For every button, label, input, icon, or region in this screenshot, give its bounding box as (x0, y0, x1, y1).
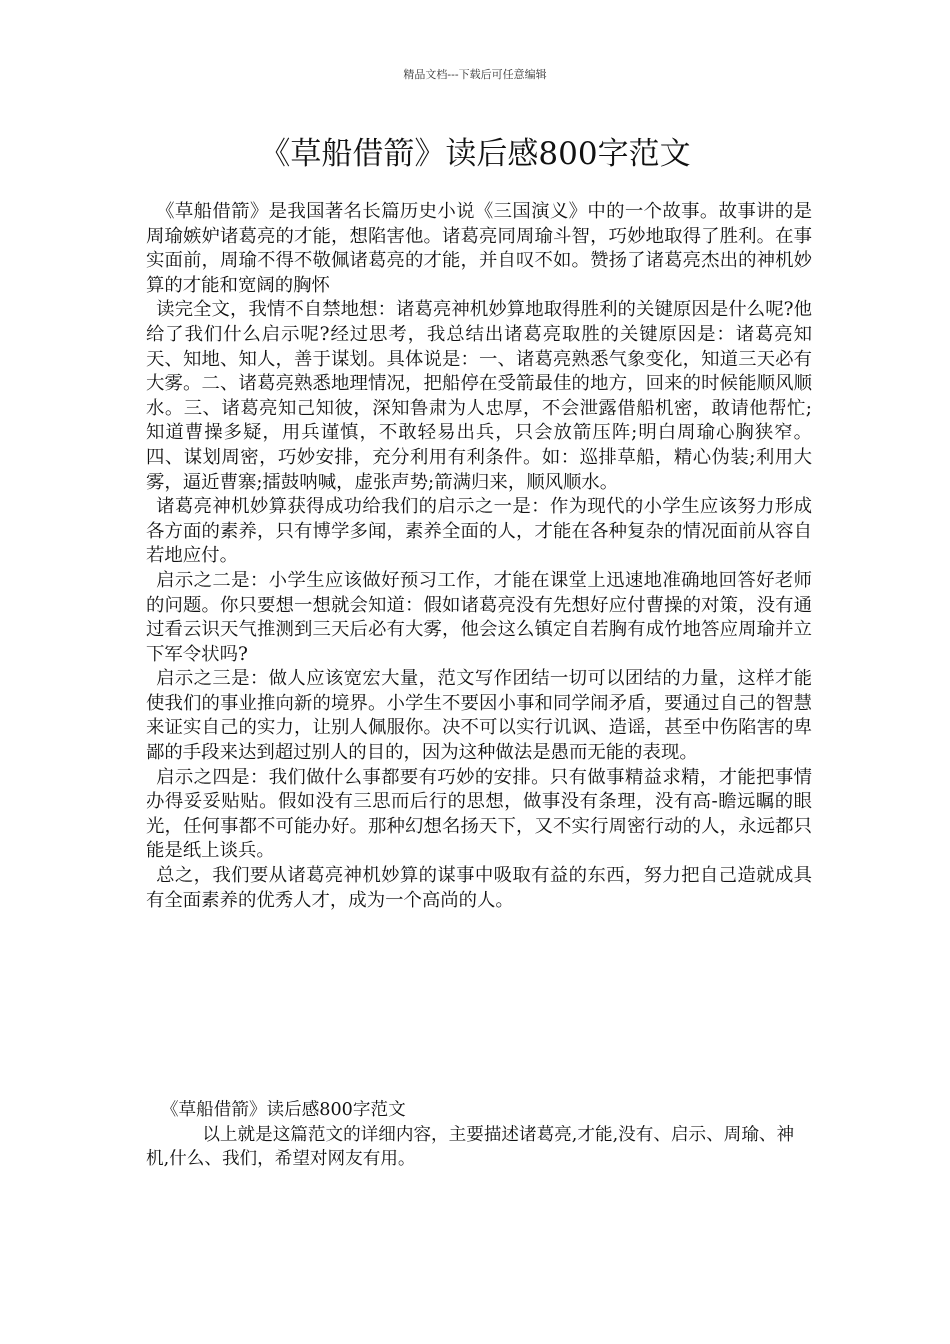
article-body (146, 200, 812, 913)
document-title: 《草船借箭》读后感800字范文 (259, 136, 691, 172)
paragraph-lesson-two: 启示之二是：小学生应该做好预习工作，才能在课堂上迅速地准确地回答好老师的问题。你只要想一想就会知道：假如诸葛亮没有先想好应付曹操的对策，没有通过看云识天气推测到三天后必有大雾，他会这么镇定自若胸有成竹地答应周瑜并立下军令状吗? (146, 569, 812, 665)
footer-section (146, 1098, 812, 1172)
paragraph-lesson-three: 启示之三是：做人应该宽宏大量，范文写作团结一切可以团结的力量，这样才能使我们的事业推向新的境界。小学生不要因小事和同学闹矛盾，要通过自己的智慧来证实自己的实力，让别人佩服你。决不可以实行讥讽、造谣，甚至中伤陷害的卑鄙的手段来达到超过别人的目的，因为这种做法是愚而无能的表现。 (146, 668, 812, 764)
page-header-note: 精品文档---下载后可任意编辑 (403, 68, 547, 81)
paragraph-lesson-four: 启示之四是：我们做什么事都要有巧妙的安排。只有做事精益求精，才能把事情办得妥妥贴贴。假如没有三思而后行的思想，做事没有条理，没有高-瞻远瞩的眼光，任何事都不可能办好。那种幻想名扬天下，又不实行周密行动的人，永远都只能是纸上谈兵。 (146, 766, 812, 862)
paragraph-analysis: 读完全文，我情不自禁地想：诸葛亮神机妙算地取得胜利的关键原因是什么呢?他给了我们什么启示呢?经过思考，我总结出诸葛亮取胜的关键原因是：诸葛亮知天、知地、知人，善于谋划。具体说是：一、诸葛亮熟悉气象变化，知道三天必有大雾。二、诸葛亮熟悉地理情况，把船停在受箭最佳的地方，回来的时候能顺风顺水。三、诸葛亮知己知彼，深知鲁肃为人忠厚，不会泄露借船机密，敢请他帮忙;知道曹操多疑，用兵谨慎，不敢轻易出兵，只会放箭压阵;明白周瑜心胸狭窄。四、谋划周密，巧妙安排，充分利用有利条件。如：巡排草船，精心伪装;利用大雾，逼近曹寨;擂鼓呐喊，虚张声势;箭满归来，顺风顺水。 (146, 299, 812, 493)
paragraph-intro: 《草船借箭》是我国著名长篇历史小说《三国演义》中的一个故事。故事讲的是周瑜嫉妒诸葛亮的才能，想陷害他。诸葛亮同周瑜斗智，巧妙地取得了胜利。在事实面前，周瑜不得不敬佩诸葛亮的才能，并自叹不如。赞扬了诸葛亮杰出的神机妙算的才能和宽阔的胸怀 (146, 201, 812, 296)
paragraph-lesson-one: 诸葛亮神机妙算获得成功给我们的启示之一是：作为现代的小学生应该努力形成各方面的素养，只有博学多闻，素养全面的人，才能在各种复杂的情况面前从容自若地应付。 (146, 496, 812, 567)
paragraph-conclusion: 总之，我们要从诸葛亮神机妙算的谋事中吸取有益的东西，努力把自己造就成具有全面素养的优秀人才，成为一个高尚的人。 (146, 865, 812, 911)
footer-summary: 以上就是这篇范文的详细内容，主要描述诸葛亮,才能,没有、启示、周瑜、神机,什么、我们，希望对网友有用。 (146, 1124, 795, 1170)
footer-title: 《草船借箭》读后感800字范文 (160, 1100, 406, 1120)
